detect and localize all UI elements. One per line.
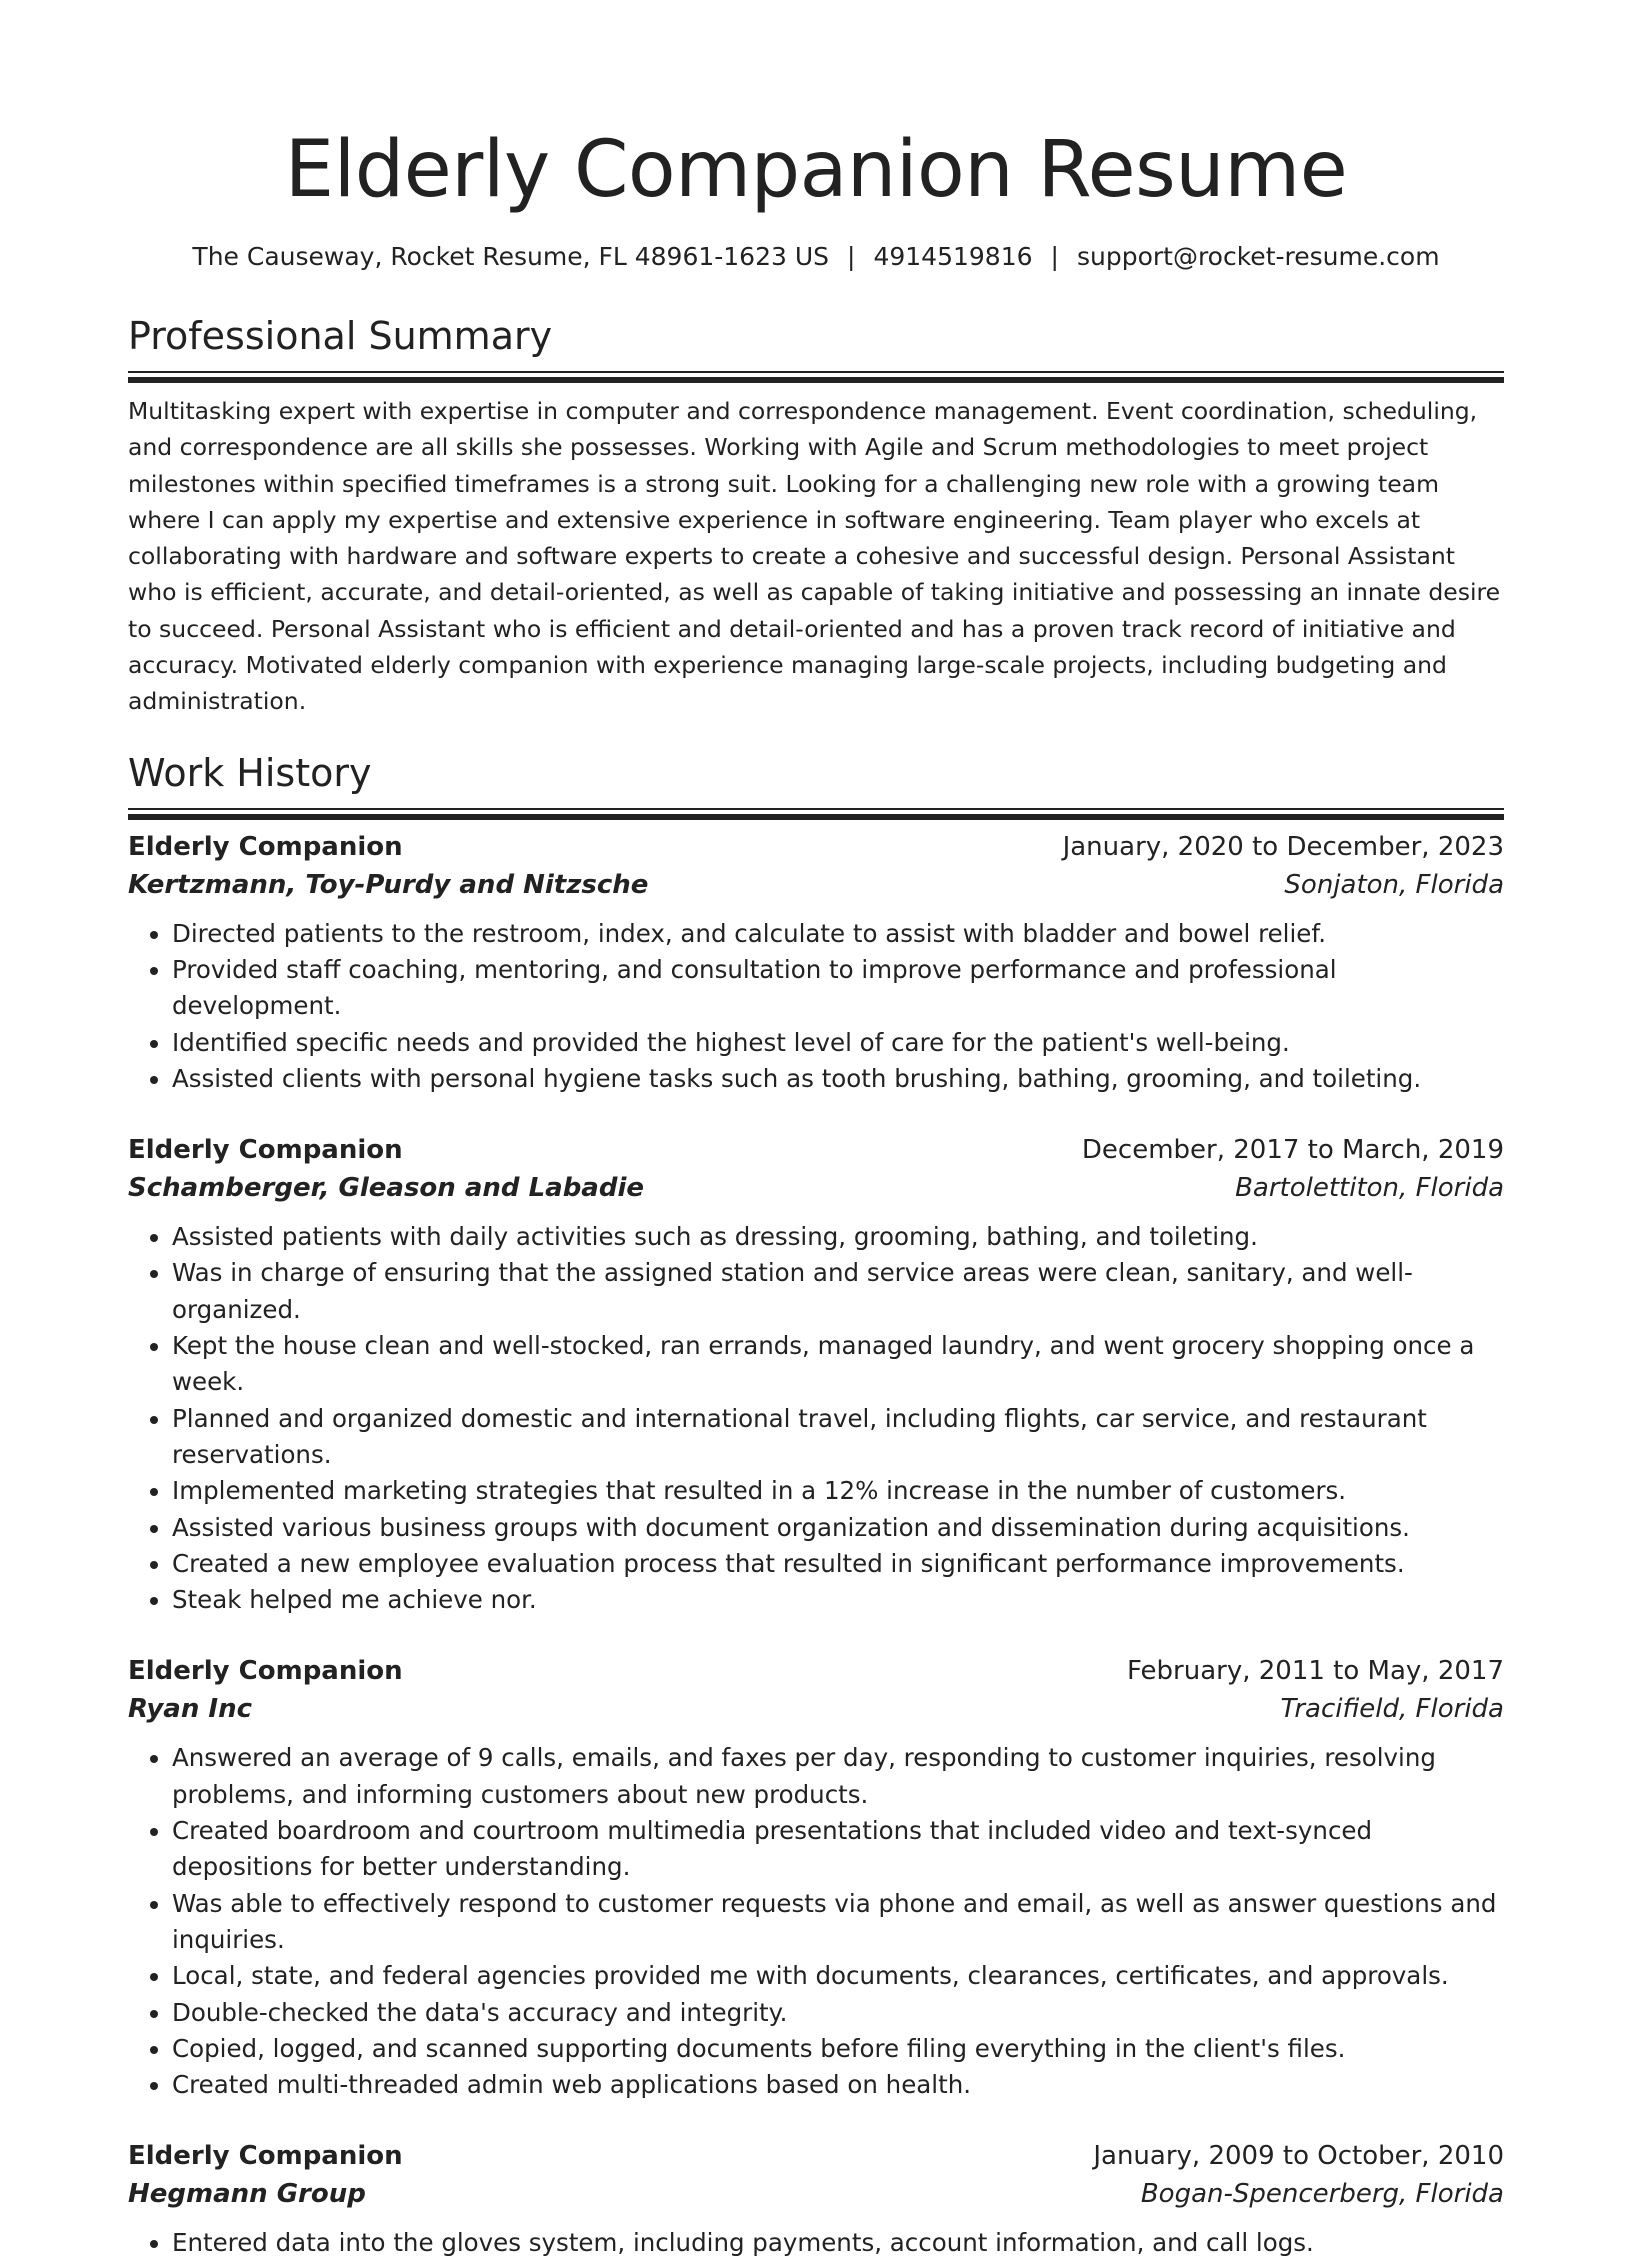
job-bullet: • Identified specific needs and provided the highest level of care for the patient's well-being. — [172, 1025, 1504, 1061]
job-bullets — [128, 1740, 1504, 2103]
contact-phone: 4914519816 — [873, 242, 1033, 271]
job-company: Kertzmann, Toy-Purdy and Nitzsche — [128, 869, 649, 900]
job-header-row — [128, 828, 1504, 866]
contact-address: The Causeway, Rocket Resume, FL 48961-1623 US — [192, 242, 830, 271]
work-history-divider — [128, 808, 1504, 814]
summary-divider — [128, 371, 1504, 377]
summary-heading: Professional Summary — [128, 314, 553, 358]
job-company-row — [128, 866, 1504, 904]
job-bullet: • Was able to effectively respond to customer requests via phone and email, as well as answer questions and inquiries. — [172, 1886, 1504, 1959]
job-bullets — [128, 916, 1504, 1097]
job-location: Bartolettiton, Florida — [1235, 1173, 1504, 1204]
resume-title: Elderly Companion Resume — [284, 125, 1348, 215]
job-list — [128, 828, 1504, 2262]
job-entry — [128, 828, 1504, 1097]
job-company-row — [128, 1690, 1504, 1728]
contact-email: support@rocket-resume.com — [1076, 242, 1440, 271]
job-bullets — [128, 2225, 1504, 2261]
job-location: Tracifield, Florida — [1280, 1694, 1504, 1725]
summary-text: Multitasking expert with expertise in computer and correspondence management. Event coordination, scheduling, and correspondence are all skills she possesses. Working with Agile and Scrum methodologies to meet project milestones within specified timeframes is a strong suit. Looking for a challenging new role with a growing team where I can apply my expertise and extensive experience in software engineering. Team player who excels at collaborating with hardware and software experts to create a cohesive and successful design. Personal Assistant who is efficient, accurate, and detail-oriented, as well as capable of taking initiative and possessing an innate desire to succeed. Personal Assistant who is efficient and detail-oriented and has a proven track record of initiative and accuracy. Motivated elderly companion with experience managing large-scale projects, including budgeting and administration. — [128, 397, 1501, 716]
job-bullet: • Kept the house clean and well-stocked, ran errands, managed laundry, and went grocery shopping once a week. — [172, 1328, 1504, 1401]
job-header-row — [128, 2137, 1504, 2175]
job-bullet: • Assisted clients with personal hygiene tasks such as tooth brushing, bathing, grooming, and toileting. — [172, 1061, 1504, 1097]
job-location: Bogan-Spencerberg, Florida — [1140, 2179, 1504, 2210]
job-bullet: • Copied, logged, and scanned supporting documents before filing everything in the client's files. — [172, 2031, 1504, 2067]
job-bullet: • Created boardroom and courtroom multimedia presentations that included video and text-synced depositions for better understanding. — [172, 1813, 1504, 1886]
job-entry — [128, 1652, 1504, 2103]
job-dates: December, 2017 to March, 2019 — [1081, 1135, 1504, 1166]
job-entry — [128, 2137, 1504, 2261]
job-location: Sonjaton, Florida — [1284, 869, 1504, 900]
job-bullets — [128, 1219, 1504, 1618]
job-bullet: • Answered an average of 9 calls, emails, and faxes per day, responding to customer inquiries, resolving problems, and informing customers about new products. — [172, 1740, 1504, 1813]
job-bullet: • Entered data into the gloves system, including payments, account information, and call logs. — [172, 2225, 1504, 2261]
work-history-heading: Work History — [128, 750, 372, 795]
job-bullet: • Assisted various business groups with document organization and dissemination during acquisitions. — [172, 1510, 1504, 1546]
job-bullet: • Double-checked the data's accuracy and integrity. — [172, 1995, 1504, 2031]
job-title: Elderly Companion — [128, 2141, 403, 2172]
job-bullet: • Planned and organized domestic and international travel, including flights, car service, and restaurant reservations. — [172, 1401, 1504, 1474]
job-bullet: • Provided staff coaching, mentoring, and consultation to improve performance and professional development. — [172, 952, 1504, 1025]
contact-separator: | — [1050, 242, 1059, 271]
job-bullet: • Created multi-threaded admin web applications based on health. — [172, 2067, 1504, 2103]
job-company: Schamberger, Gleason and Labadie — [128, 1173, 645, 1204]
job-company: Ryan Inc — [128, 1694, 253, 1725]
job-title: Elderly Companion — [128, 831, 403, 862]
job-bullet: • Created a new employee evaluation process that resulted in significant performance improvements. — [172, 1546, 1504, 1582]
job-bullet: • Local, state, and federal agencies provided me with documents, clearances, certificates, and approvals. — [172, 1958, 1504, 1994]
job-company-row — [128, 1169, 1504, 1207]
job-dates: February, 2011 to May, 2017 — [1127, 1656, 1504, 1687]
job-bullet: • Steak helped me achieve nor. — [172, 1582, 1504, 1618]
resume-page — [128, 0, 1504, 2262]
job-header-row — [128, 1652, 1504, 1690]
job-company: Hegmann Group — [128, 2179, 366, 2210]
contact-line — [128, 240, 1504, 274]
job-bullet: • Assisted patients with daily activities such as dressing, grooming, bathing, and toileting. — [172, 1219, 1504, 1255]
job-bullet: • Directed patients to the restroom, index, and calculate to assist with bladder and bowel relief. — [172, 916, 1504, 952]
job-bullet: • Implemented marketing strategies that resulted in a 12% increase in the number of customers. — [172, 1473, 1504, 1509]
contact-separator: | — [847, 242, 856, 271]
job-bullet: • Was in charge of ensuring that the assigned station and service areas were clean, sanitary, and well-organized. — [172, 1255, 1504, 1328]
job-title: Elderly Companion — [128, 1135, 403, 1166]
job-header-row — [128, 1131, 1504, 1169]
job-company-row — [128, 2175, 1504, 2213]
job-title: Elderly Companion — [128, 1656, 403, 1687]
job-entry — [128, 1131, 1504, 1618]
job-dates: January, 2009 to October, 2010 — [1093, 2141, 1504, 2172]
job-dates: January, 2020 to December, 2023 — [1062, 831, 1504, 862]
